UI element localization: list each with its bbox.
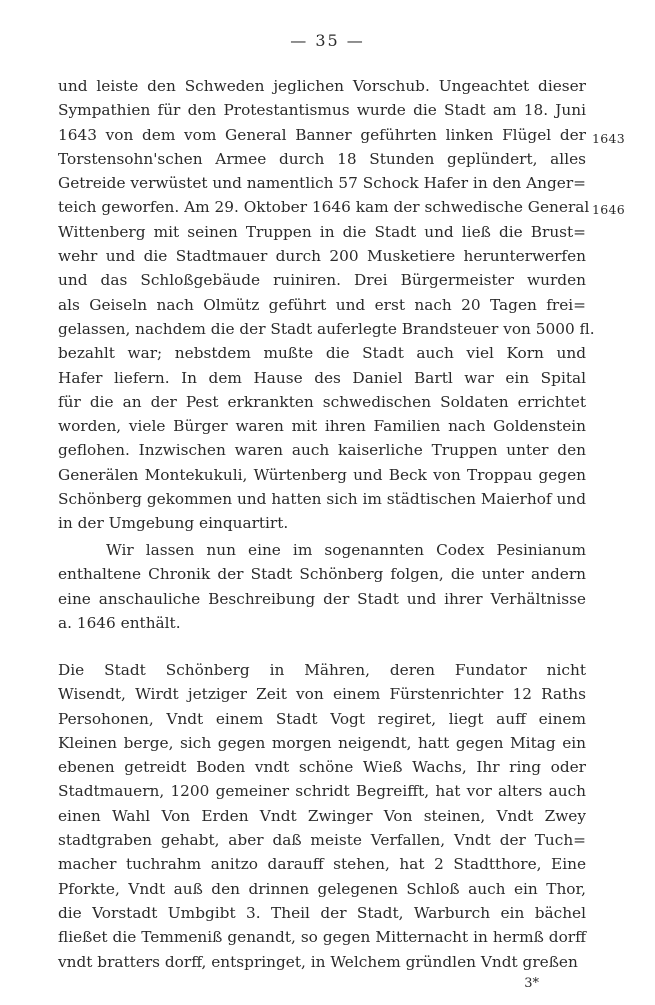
text-line: ebenen getreidt Boden vndt schöne Wieß Wachs, Ihr ring oder: [58, 758, 586, 777]
text-line: eine anschauliche Beschreibung der Stadt und ihrer Verhältnisse: [58, 589, 586, 608]
margin-note-1643: 1643: [592, 131, 626, 146]
text-line: 1643 von dem vom General Banner geführten linken Flügel der: [58, 125, 586, 144]
text-line: Die Stadt Schönberg in Mähren, deren Fundator nicht: [58, 661, 586, 679]
text-line: a. 1646 enthält.: [58, 613, 181, 632]
text-line: Getreide verwüstet und namentlich 57 Schock Hafer in den Anger=: [58, 174, 586, 193]
page-number: — 35 —: [290, 31, 365, 50]
paragraph-3: [58, 658, 586, 974]
text-line: Pforkte, Vndt auß den drinnen gelegenen Schloß auch ein Thor,: [58, 879, 586, 898]
text-line: Torstensohn'schen Armee durch 18 Stunden geplündert, alles: [58, 149, 586, 168]
margin-note-1646: 1646: [592, 202, 626, 217]
text-line: Hafer liefern. In dem Hause des Daniel Bartl war ein Spital: [58, 368, 586, 387]
text-line: einen Wahl Von Erden Vndt Zwinger Von steinen, Vndt Zwey: [58, 806, 586, 825]
paragraph-1: [58, 74, 595, 536]
text-line: Wir lassen nun eine im sogenannten Codex Pesinianum: [106, 541, 586, 559]
text-line: bezahlt war; nebstdem mußte die Stadt auch viel Korn und: [58, 344, 586, 363]
text-line: für die an der Pest erkrankten schwedischen Soldaten errichtet: [58, 392, 586, 411]
text-line: Sympathien für den Protestantismus wurde die Stadt am 18. Juni: [58, 101, 586, 120]
text-line: Generälen Montekukuli, Würtenberg und Beck von Troppau gegen: [58, 465, 586, 484]
text-line: als Geiseln nach Olmütz geführt und erst nach 20 Tagen frei=: [58, 295, 586, 314]
text-line: Wisendt, Wirdt jetziger Zeit von einem Fürstenrichter 12 Raths: [58, 685, 586, 704]
text-line: worden, viele Bürger waren mit ihren Familien nach Goldenstein: [58, 417, 586, 436]
signature-mark: 3*: [524, 976, 539, 991]
text-line: wehr und die Stadtmauer durch 200 Musketiere herunterwerfen: [58, 247, 586, 266]
text-line: in der Umgebung einquartirt.: [58, 514, 289, 533]
text-line: teich geworfen. Am 29. Oktober 1646 kam der schwedische General: [58, 198, 590, 217]
text-line: und das Schloßgebäude ruiniren. Drei Bürgermeister wurden: [58, 271, 586, 290]
text-line: stadtgraben gehabt, aber daß meiste Verfallen, Vndt der Tuch=: [58, 831, 586, 850]
text-line: gelassen, nachdem die der Stadt auferlegte Brandsteuer von 5000 fl.: [58, 319, 595, 338]
paragraph-2: [58, 538, 586, 635]
text-line: Wittenberg mit seinen Truppen in die Stadt und ließ die Brust=: [58, 222, 586, 241]
text-line: Persohonen, Vndt einem Stadt Vogt regiret, liegt auff einem: [58, 709, 586, 728]
text-line: fließet die Temmeniß genandt, so gegen Mitternacht in hermß dorff: [58, 928, 586, 947]
text-line: Stadtmauern, 1200 gemeiner schridt Begreifft, hat vor alters auch: [58, 782, 586, 801]
text-line: geflohen. Inzwischen waren auch kaiserliche Truppen unter den: [58, 441, 586, 460]
text-line: Schönberg gekommen und hatten sich im städtischen Maierhof und: [58, 490, 586, 509]
text-line: vndt bratters dorff, entspringet, in Welchem gründlen Vndt greßen: [58, 952, 578, 971]
text-line: die Vorstadt Umbgibt 3. Theil der Stadt, Warburch ein bächel: [58, 903, 586, 922]
text-line: Kleinen berge, sich gegen morgen neigendt, hatt gegen Mitag ein: [58, 733, 586, 752]
text-line: und leiste den Schweden jeglichen Vorschub. Ungeachtet dieser: [58, 77, 586, 95]
text-line: enthaltene Chronik der Stadt Schönberg folgen, die unter andern: [58, 565, 586, 584]
text-line: macher tuchrahm anitzo darauff stehen, hat 2 Stadtthore, Eine: [58, 855, 586, 874]
